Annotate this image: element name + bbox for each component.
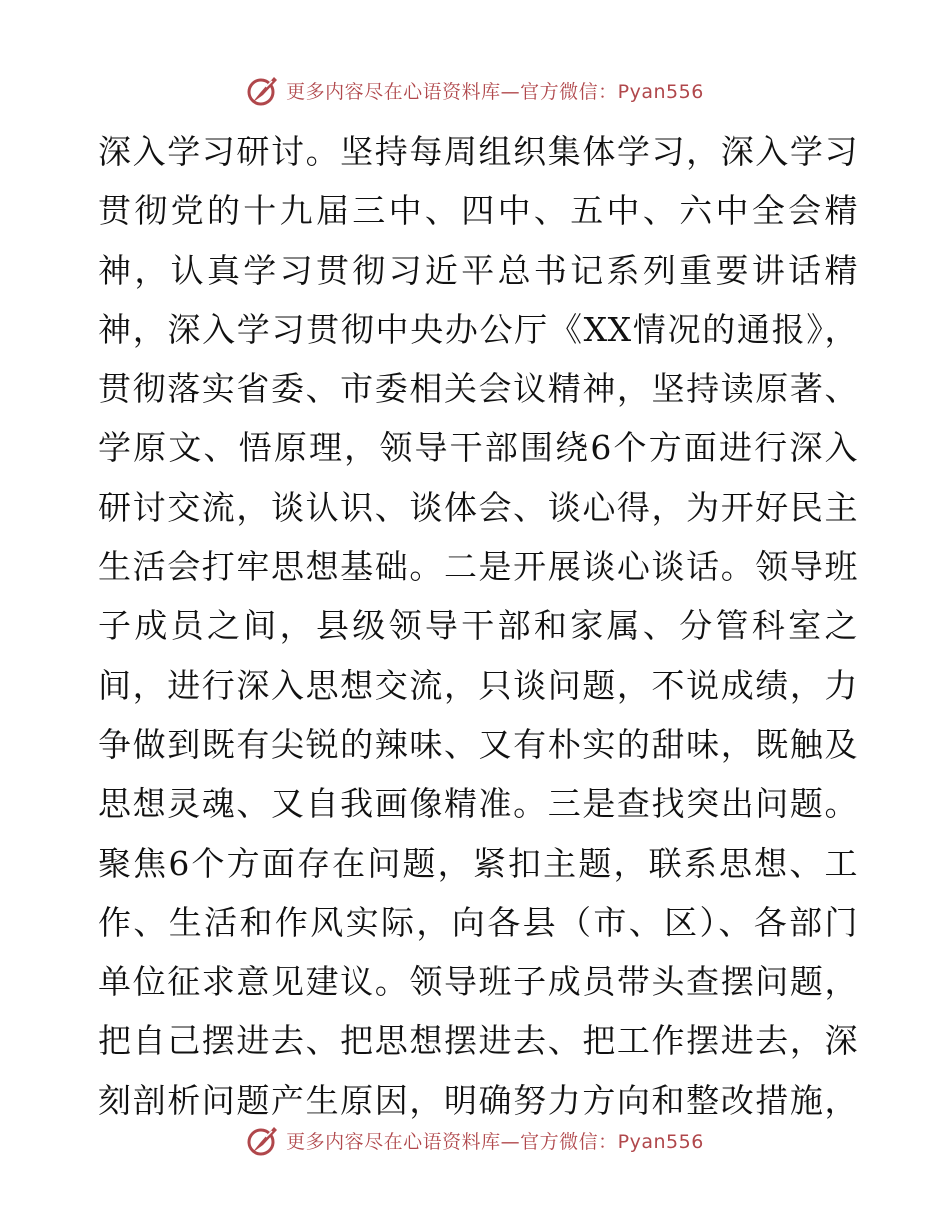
document-body [98,122,858,1130]
body-line: 作、生活和作风实际，向各县（市、区）、各部门 [98,902,858,942]
quill-logo-icon [246,73,280,107]
body-line: 子成员之间，县级领导干部和家属、分管科室之 [98,606,858,646]
body-line: 单位征求意见建议。领导班子成员带头查摆问题， [98,962,858,1002]
quill-logo-icon [246,1123,280,1157]
body-line: 神，认真学习贯彻习近平总书记系列重要讲话精 [98,250,858,290]
body-line: 贯彻落实省委、市委相关会议精神，坚持读原著、 [98,369,858,409]
body-line: 学原文、悟原理，领导干部围绕6个方面进行深入 [98,428,858,468]
body-line: 刻剖析问题产生原因，明确努力方向和整改措施， [98,1080,858,1120]
body-line: 争做到既有尖锐的辣味、又有朴实的甜味，既触及 [98,724,858,764]
footer-watermark [0,1120,950,1160]
body-line: 思想灵魂、又自我画像精准。三是查找突出问题。 [98,784,858,824]
body-line: 把自己摆进去、把思想摆进去、把工作摆进去，深 [98,1021,858,1061]
body-line: 深入学习研讨。坚持每周组织集体学习，深入学习 [98,132,858,171]
body-line: 间，进行深入思想交流，只谈问题，不说成绩，力 [98,665,858,705]
body-line: 聚焦6个方面存在问题，紧扣主题，联系思想、工 [98,843,858,883]
header-watermark-text: 更多内容尽在心语资料库—官方微信：Pyan556 [286,80,704,103]
body-line: 贯彻党的十九届三中、四中、五中、六中全会精 [98,191,858,231]
body-line: 生活会打牢思想基础。二是开展谈心谈话。领导班 [98,547,858,587]
body-line: 神，深入学习贯彻中央办公厅《XX情况的通报》， [98,309,858,349]
footer-watermark-text: 更多内容尽在心语资料库—官方微信：Pyan556 [286,1130,704,1153]
body-line: 研讨交流，谈认识、谈体会、谈心得，为开好民主 [98,487,858,527]
header-watermark [0,70,950,110]
